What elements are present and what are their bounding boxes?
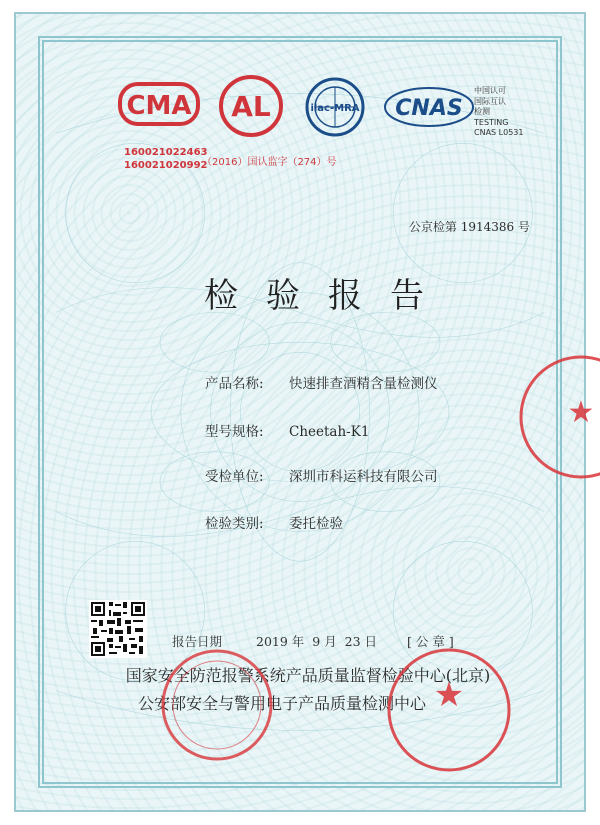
report-number: 公京检第 1914386 号 <box>408 220 530 234</box>
field-label: 受检单位: <box>205 469 264 485</box>
certification-logos <box>98 78 498 138</box>
field-label: 型号规格: <box>205 424 264 440</box>
cal-code: （2016）国认监字（274）号 <box>202 157 337 168</box>
cma-codes <box>124 146 208 172</box>
cnas-info-line: CNAS L0531 <box>474 128 524 137</box>
page-title: 检验报告 <box>204 276 452 316</box>
cma-code: 160021022463 <box>124 147 208 158</box>
field-value: 深圳市科运科技有限公司 <box>289 469 438 485</box>
field-product-name <box>205 372 438 392</box>
cnas-logo <box>383 86 475 128</box>
svg-text:ilac-MRA: ilac-MRA <box>310 103 360 114</box>
date-month: 9 月 <box>312 634 337 649</box>
cma-code: 160021020992 <box>124 160 208 171</box>
field-inspected-unit <box>205 465 438 485</box>
ilac-mra-logo <box>303 76 367 138</box>
seal-label: [ 公 章 ] <box>407 634 454 649</box>
date-label: 报告日期 <box>172 634 223 649</box>
field-value: 快速排查酒精含量检测仪 <box>289 376 438 392</box>
svg-text:★: ★ <box>433 675 465 715</box>
field-value: 委托检验 <box>289 516 343 532</box>
cnas-info-line: TESTING <box>474 117 509 127</box>
cnas-info <box>474 86 523 139</box>
qr-code[interactable] <box>89 600 147 658</box>
cnas-info-line: 国际互认 <box>474 96 506 106</box>
date-year: 2019 年 <box>256 634 305 649</box>
issuer-name: 公安部安全与警用电子产品质量检测中心 <box>137 694 426 713</box>
issuer-name: 国家安全防范报警系统产品质量监督检验中心(北京) <box>125 666 491 685</box>
svg-text:AL: AL <box>231 90 271 123</box>
svg-text:CMA: CMA <box>126 91 192 121</box>
cal-logo <box>218 74 284 138</box>
cnas-info-line: 检测 <box>474 107 490 116</box>
field-model <box>205 420 369 440</box>
svg-text:CNAS: CNAS <box>395 96 463 121</box>
field-label: 产品名称: <box>205 376 264 392</box>
report-date <box>172 632 454 650</box>
date-day: 23 日 <box>344 634 378 649</box>
field-label: 检验类别: <box>205 516 264 532</box>
svg-text:★: ★ <box>567 395 595 430</box>
field-value: Cheetah-K1 <box>289 424 370 440</box>
cnas-info-line: 中国认可 <box>474 86 506 95</box>
cma-logo <box>118 80 200 128</box>
field-inspection-type <box>205 512 343 532</box>
